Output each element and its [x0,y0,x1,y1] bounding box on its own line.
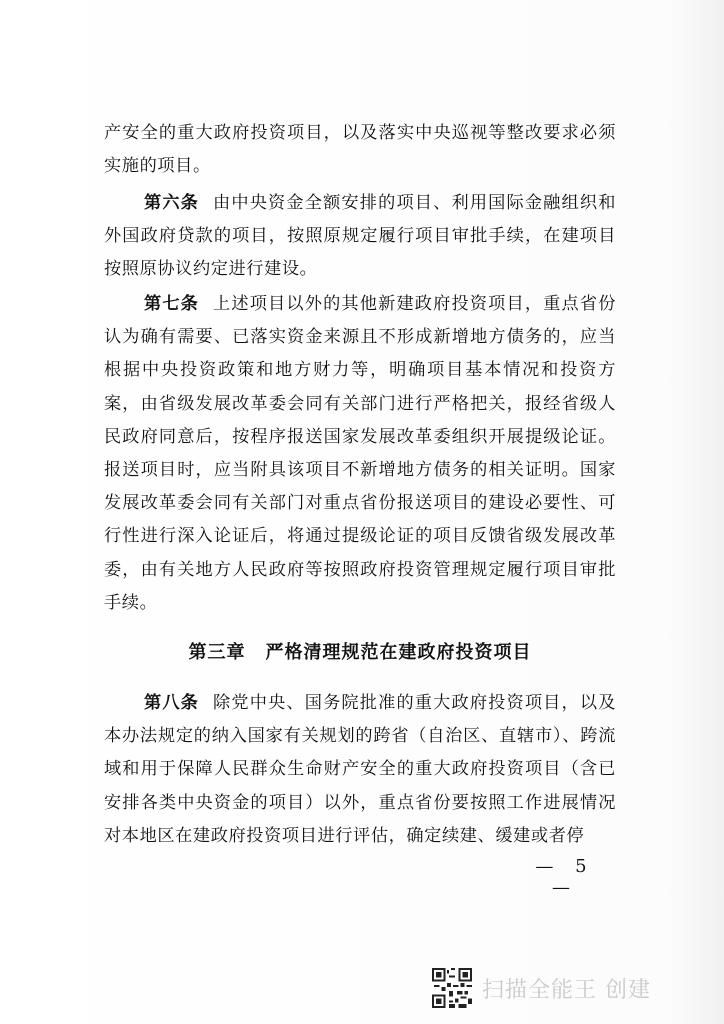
page-number: — 5 — [535,856,595,898]
article-heading: 第八条 [144,693,200,713]
paragraph-text: 由中央资金全额安排的项目、利用国际金融组织和外国政府贷款的项目，按照原规定履行项目审批手续，在建项目按照原协议约定进行建设。 [104,193,616,280]
article-7-paragraph [104,288,616,620]
chapter-number: 第三章 [188,642,246,663]
paragraph-text: 除党中央、国务院批准的重大政府投资项目，以及本办法规定的纳入国家有关规划的跨省（自治区、直辖市）、跨流域和用于保障人民群众生命财产安全的重大政府投资项目（含已安排各类中央资金的项目）以外，重点省份要按照工作进展情况对本地区在建政府投资项目进行评估，确定续建、缓建或者停 [104,693,616,846]
paragraph-text: 产安全的重大政府投资项目，以及落实中央巡视等整改要求必须实施的项目。 [104,123,616,177]
article-8-paragraph [104,687,616,853]
article-6-paragraph [104,187,616,287]
paragraph-continuation [104,117,616,183]
chapter-heading [104,638,616,664]
chapter-title: 严格清理规范在建政府投资项目 [265,642,532,663]
paragraph-text: 上述项目以外的其他新建政府投资项目，重点省份认为确有需要、已落实资金来源且不形成新增地方债务的，应当根据中央投资政策和地方财力等，明确项目基本情况和投资方案，由省级发展改革委会同有关部门进行严格把关，报经省级人民政府同意后，按程序报送国家发展改革委组织开展提级论证。报送项目时，应当附具该项目不新增地方债务的相关证明。国家发展改革委会同有关部门对重点省份报送项目的建设必要性、可行性进行深入论证后，将通过提级论证的项目反馈省级发展改革委，由有关地方人民政府等按照政府投资管理规定履行项目审批手续。 [104,294,616,613]
article-heading: 第六条 [144,193,200,213]
qr-code-icon [432,968,472,1008]
article-heading: 第七条 [144,294,200,314]
scanner-watermark [432,968,692,1008]
watermark-text: 扫描全能王 创建 [482,977,651,1003]
